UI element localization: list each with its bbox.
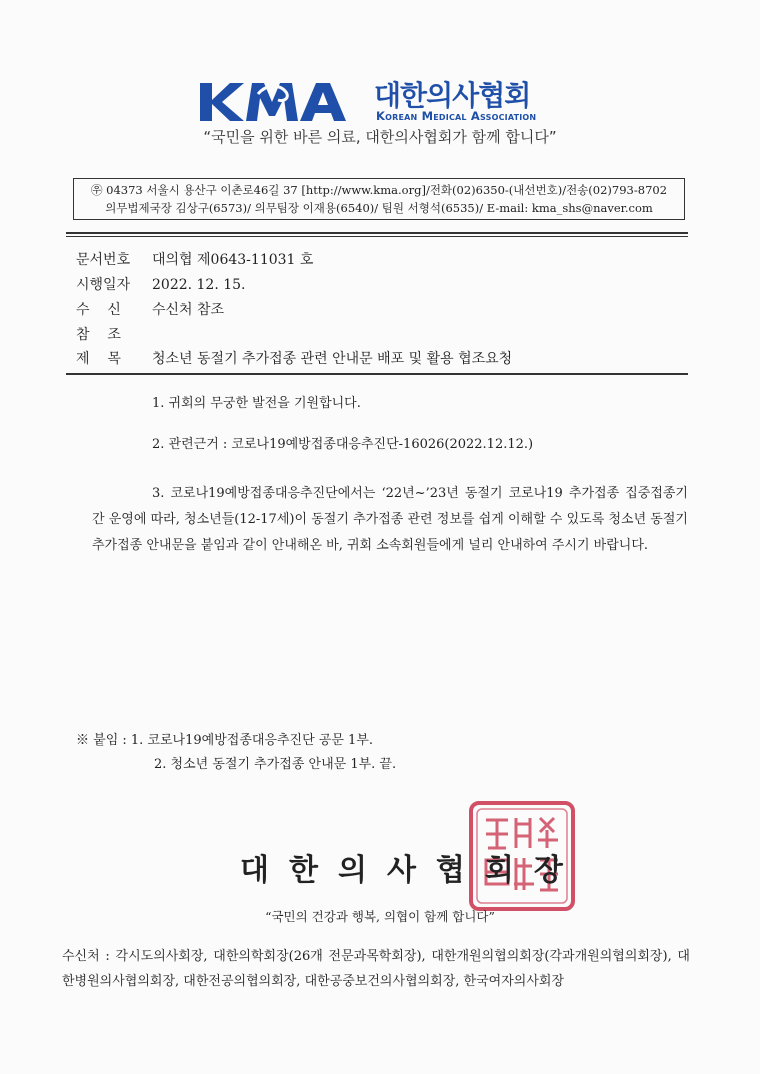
- meta-row-reference: [76, 326, 152, 344]
- logo-english-name: Korean Medical Association: [376, 109, 537, 123]
- meta-row-subject: [76, 350, 512, 368]
- body-paragraph-3: [92, 481, 688, 559]
- contact-line-2: 의무법제국장 김상구(6573)/ 의무팀장 이재용(6540)/ 팀원 서형석(6535)/ E-mail: kma_shs@naver.com: [105, 201, 653, 215]
- divider-subject: [66, 373, 688, 375]
- attachment-line-2: 2. 청소년 동절기 추가접종 안내문 1부. 끝.: [154, 757, 397, 772]
- footer-motto: “국민의 건강과 행복, 의협이 함께 합니다”: [265, 909, 495, 924]
- contact-line-1: ㉾ 04373 서울시 용산구 이촌로46길 37 [http://www.kma.org]/전화(02)6350-(내선번호)/전송(02)793-8702: [90, 183, 668, 197]
- body-paragraph-1: 1. 귀회의 무궁한 발전을 기원합니다.: [152, 396, 361, 411]
- slogan: “국민을 위한 바른 의료, 대한의사협회가 함께 합니다”: [203, 128, 557, 146]
- meta-label: 제 목: [76, 351, 121, 367]
- attachment-line-1: ※ 붙임 : 1. 코로나19예방접종대응추진단 공문 1부.: [76, 733, 374, 748]
- logo-korean-name: 대한의사협회: [374, 79, 531, 112]
- divider-top: [66, 232, 688, 234]
- meta-row-date: [76, 276, 246, 294]
- divider-top-thin: [66, 236, 688, 237]
- meta-label: 문서번호: [76, 252, 131, 268]
- meta-value: 2022. 12. 15.: [152, 277, 246, 293]
- sender-title: 대한의사협회장: [240, 853, 583, 888]
- meta-value: 청소년 동절기 추가접종 관련 안내문 배포 및 활용 협조요청: [152, 351, 513, 367]
- meta-row-doc-number: [76, 251, 313, 269]
- kma-letters-logo-icon: [200, 80, 368, 124]
- body-paragraph-2: 2. 관련근거 : 코로나19예방접종대응추진단-16026(2022.12.12.): [152, 437, 534, 452]
- meta-label: 수 신: [76, 302, 121, 318]
- meta-value: 수신처 참조: [152, 302, 225, 318]
- meta-value: 대의협 제0643-11031 호: [152, 252, 314, 268]
- recipient-list: 수신처 : 각시도의사회장, 대한의학회장(26개 전문과목학회장), 대한개원의협의회장(각과개원의협의회장), 대한병원의사협의회장, 대한전공의협의회장, 대한공중보건의사협의회장, 한국여자의사회장: [62, 949, 690, 989]
- meta-label: 참 조: [76, 327, 121, 343]
- meta-row-recipient: [76, 301, 224, 319]
- body-paragraph-3-text: 3. 코로나19예방접종대응추진단에서는 ‘22년~’23년 동절기 코로나19 추가접종 집중접종기간 운영에 따라, 청소년들(12-17세)이 동절기 추가접종 관련 정보를 쉽게 이해할 수 있도록 청소년 동절기 추가접종 안내문을 붙임과 같이 안내해온 바, 귀회 소속회원들에게 널리 안내하여 주시기 바랍니다.: [92, 486, 688, 553]
- meta-label: 시행일자: [76, 277, 131, 293]
- contact-box: [73, 178, 685, 220]
- kma-logo: [200, 80, 570, 124]
